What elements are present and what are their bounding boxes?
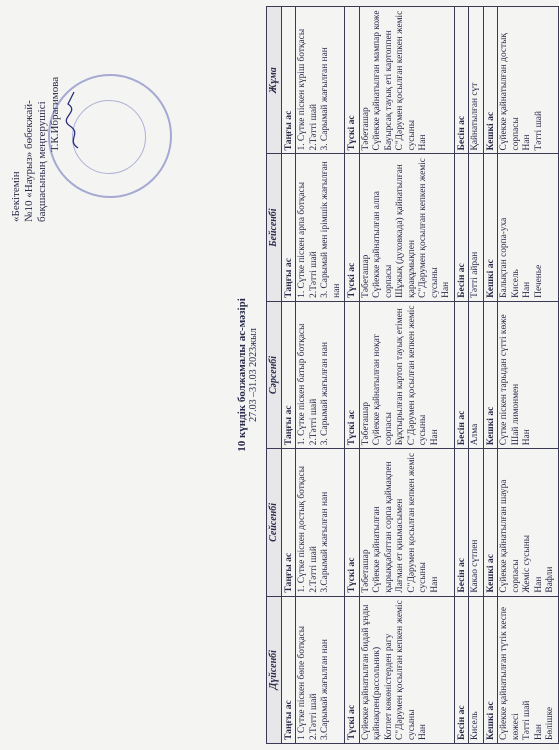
menu-item: Сүтке піскен тарыдан сүтті көже [499,314,509,446]
menu-item: Нан [418,134,428,151]
meal-label: Кешкі ас [483,7,498,154]
snack-cell: Алма [469,301,484,448]
menu-item: 2.Тәтті шай [308,546,319,593]
menu-item: Лағман ет қиымасымен [395,498,405,593]
signature [62,90,84,150]
lunch-cell [359,301,454,448]
menu-item: Кисель [510,269,521,298]
menu-item: Сүйекке қайнатылған бидай ұнды қайнақпен(рассольник) [360,604,382,740]
breakfast-cell [296,7,345,154]
lunch-cell [359,596,454,743]
menu-item: 2.Тәтті шай [308,103,319,151]
meal-label: Түскі ас [345,596,360,743]
menu-item: Сүйекке қайнатылған қырыққабаттан сорпа қаймақпен [372,461,394,593]
meal-label: Бесін ас [454,596,469,743]
dinner-row [498,7,559,744]
menu-item: Нан [522,134,532,151]
dinner-label-row [483,7,498,744]
breakfast-cell [296,301,345,448]
menu-item: 3. Сарымай жағылған нан [320,47,330,151]
snack-label-row [454,7,469,744]
menu-item: Сүйекке қайнатылған алпа сорпасы [372,191,394,298]
period: 27.03 –31.03 2023жыл [248,328,259,422]
menu-table [266,6,559,744]
menu-item: С"Дәрумен қосылған кепкен жеміс сусыны [395,600,417,740]
snack-cell: Кисель [469,596,484,743]
approval-line-1: «Бекітемін [10,171,22,222]
dinner-cell [498,449,559,596]
menu-item: Вафли [545,566,555,593]
menu-item: Бұқтырылған картоп тауық етімен [395,308,405,446]
day-header: Сәрсенбі [267,301,282,448]
approval-line-2: №10 «Наурыз» бөбекжай- [23,100,35,222]
snack-cell: Қайнатылған сүт [469,7,484,154]
menu-item: 1. Сүтке піскен достық ботқасы [297,465,307,593]
meal-label: Түскі ас [345,449,360,596]
menu-item: Сүйекке қайнатылған мампар кожe [372,10,382,151]
menu-item: С"Дәрумен қосылған кепкен жеміс сусыны [418,158,440,298]
menu-item: С"Дәрумен қосылған кепкен жеміс сусыны [406,305,428,446]
menu-item: Нан [533,724,544,740]
lunch-label-row [345,7,360,744]
snack-cell: Какао сүтпен [469,449,484,596]
meal-label: Таңғы ас [281,301,296,448]
meal-label: Таңғы ас [281,154,296,301]
page-title: 10 күндік болжамалы ас-мәзірі [236,298,248,452]
dinner-cell [498,596,559,743]
menu-item: Тәбеташар [360,402,371,446]
menu-item: Шұжық (духовкада) қайнатылған қарақұмықпен [395,164,417,298]
meal-label: Кешкі ас [483,449,498,596]
menu-item: Тәтті шай [522,700,532,740]
approval-line-3: бақшасының меңгерушісі [36,101,48,222]
menu-item: 2.Тәтті шай [308,251,319,298]
lunch-row [359,7,454,744]
lunch-cell [359,154,454,301]
breakfast-cell [296,154,345,301]
menu-item: Нан [429,576,440,593]
menu-item: 2.Тәтті шай [308,398,319,446]
menu-item: С"Дәрумен қосылған кепкен жеміс сусыны [406,452,428,593]
menu-item: Тәбеташар [360,254,371,298]
breakfast-cell [296,596,345,743]
meal-label: Таңғы ас [281,449,296,596]
dinner-cell [498,7,559,154]
meal-label: Бесін ас [454,301,469,448]
menu-item: Тәбеташар [360,107,371,151]
meal-label: Түскі ас [345,301,360,448]
day-header-row [267,7,282,744]
menu-item: Сүйекке қайнатылған ноқат сорпасы [372,334,394,446]
menu-item: 2.Тәтті шай [308,693,319,740]
meal-label: Бесін ас [454,449,469,596]
meal-label: Бесін ас [454,7,469,154]
lunch-cell [359,449,454,596]
menu-item: 3. Сарымай жағылған нан [320,342,330,446]
menu-item: Сүйекке қайнатылған достық сорпасы [499,33,521,151]
snack-row [469,7,484,744]
meal-label: Түскі ас [345,154,360,301]
menu-item: Котлет көкөністерден рагу [383,633,394,740]
menu-item: Тәбеташар [360,549,371,593]
meal-label: Таңғы ас [281,596,296,743]
menu-item: Жеміс сусыны [522,534,532,593]
menu-item: Нан [418,724,428,740]
menu-item: 1. Сүтке піскен күріш ботқасы [297,28,307,151]
meal-label: Бесін ас [454,154,469,301]
day-header: Жұма [267,7,282,154]
menu-item: 1. Сүтке піскен батыр ботқасы [297,323,307,446]
meal-label: Кешкі ас [483,596,498,743]
breakfast-row [296,7,345,744]
dinner-cell [498,301,559,448]
menu-item: Тәтті шай [533,111,544,151]
breakfast-label-row [281,7,296,744]
meal-label: Таңғы ас [281,7,296,154]
menu-item: Бауырсақ тауық еті картоппен [383,30,394,151]
approval-line-4: Т.К.Ибрагимова [49,76,61,152]
dinner-cell [498,154,559,301]
menu-item: 3.Сарымай жағылған нан [320,639,330,740]
day-header: Бейсенбі [267,154,282,301]
menu-item: Сүйекке қайнатылған шаурa сорпасы [499,479,521,593]
menu-item: Сүйекке қайнатылған түтік кеспе көжесі [499,606,521,740]
menu-item: Печенье [533,264,544,298]
breakfast-cell [296,449,345,596]
menu-item: 3. Сарымай мен ірімшік жағылған нан [320,161,342,298]
day-header: Сейсенбі [267,449,282,596]
menu-item: С"Дәрумен қосылған кепкен жеміс сусыны [395,10,417,151]
menu-item: 3.Сарымай жағылған нан [320,491,330,593]
menu-item: Нан [429,429,440,446]
meal-label: Түскі ас [345,7,360,154]
menu-item: Нан [441,281,451,298]
menu-item: 1 Сүтке піскен бөпе ботқасы [297,625,307,740]
menu-item: 1. Сүтке піскен арпа ботқасы [297,181,307,298]
menu-item: Нан [522,429,532,446]
meal-label: Кешкі ас [483,301,498,448]
meal-label: Кешкі ас [483,154,498,301]
menu-item: Нан [522,281,532,298]
menu-item: Бөлішке [545,706,555,740]
snack-cell: Тәтті айран [469,154,484,301]
menu-item: Нан [533,576,544,593]
day-header: Дүйсенбі [267,596,282,743]
lunch-cell [359,7,454,154]
menu-item: Балықтан сорпа-уха [499,217,509,298]
menu-item: Шай лимонмен [510,383,521,446]
